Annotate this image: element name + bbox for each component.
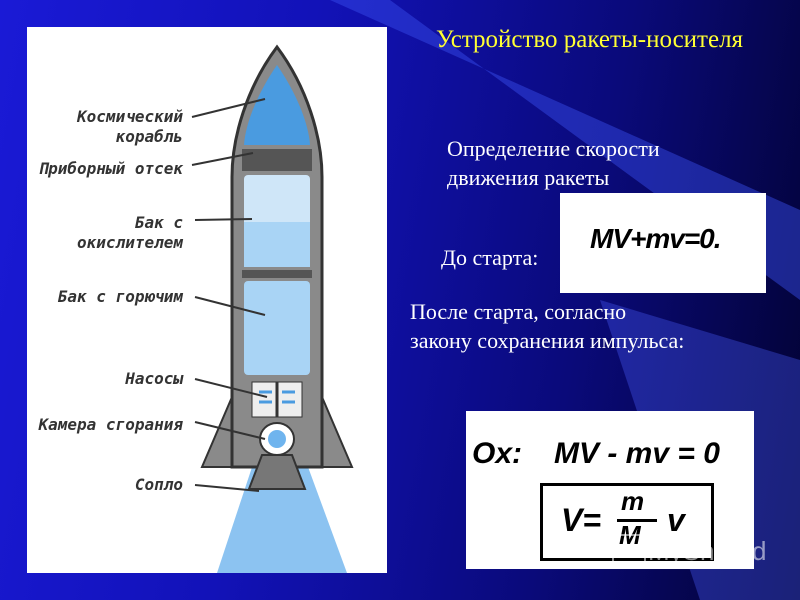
watermark-icon (612, 534, 646, 568)
after-start-text: После старта, согласно закону сохранения импульса: (410, 299, 685, 353)
label-spacecraft: Космический корабль (77, 107, 183, 146)
watermark-text: MyShared (648, 536, 767, 566)
formula-velocity-numerator: m (621, 486, 645, 516)
formula-velocity-denominator: M (619, 520, 641, 550)
before-start-text: До старта: (441, 245, 539, 270)
formula-before-start-text: MV+mv=0. (590, 223, 721, 254)
determination-text: Определение скорости движения ракеты (447, 136, 660, 190)
label-pumps: Насосы (125, 369, 183, 388)
formula-before-start (560, 193, 766, 293)
formula-velocity-variable: v (667, 502, 685, 538)
formula-ox-label: Ox: (472, 437, 523, 470)
rocket-diagram (27, 27, 387, 573)
label-fuel-tank: Бак с горючим (57, 287, 183, 306)
label-instrument-compartment: Приборный отсек (38, 159, 183, 178)
slide-title: Устройство ракеты-носителя (436, 26, 744, 53)
formula-momentum-equation: MV - mv = 0 (554, 437, 720, 470)
label-nozzle: Сопло (134, 475, 183, 494)
formula-velocity-lhs: V= (561, 502, 602, 538)
label-combustion-chamber: Камера сгорания (38, 415, 183, 434)
label-oxidizer-tank: Бак с окислителем (77, 213, 183, 252)
